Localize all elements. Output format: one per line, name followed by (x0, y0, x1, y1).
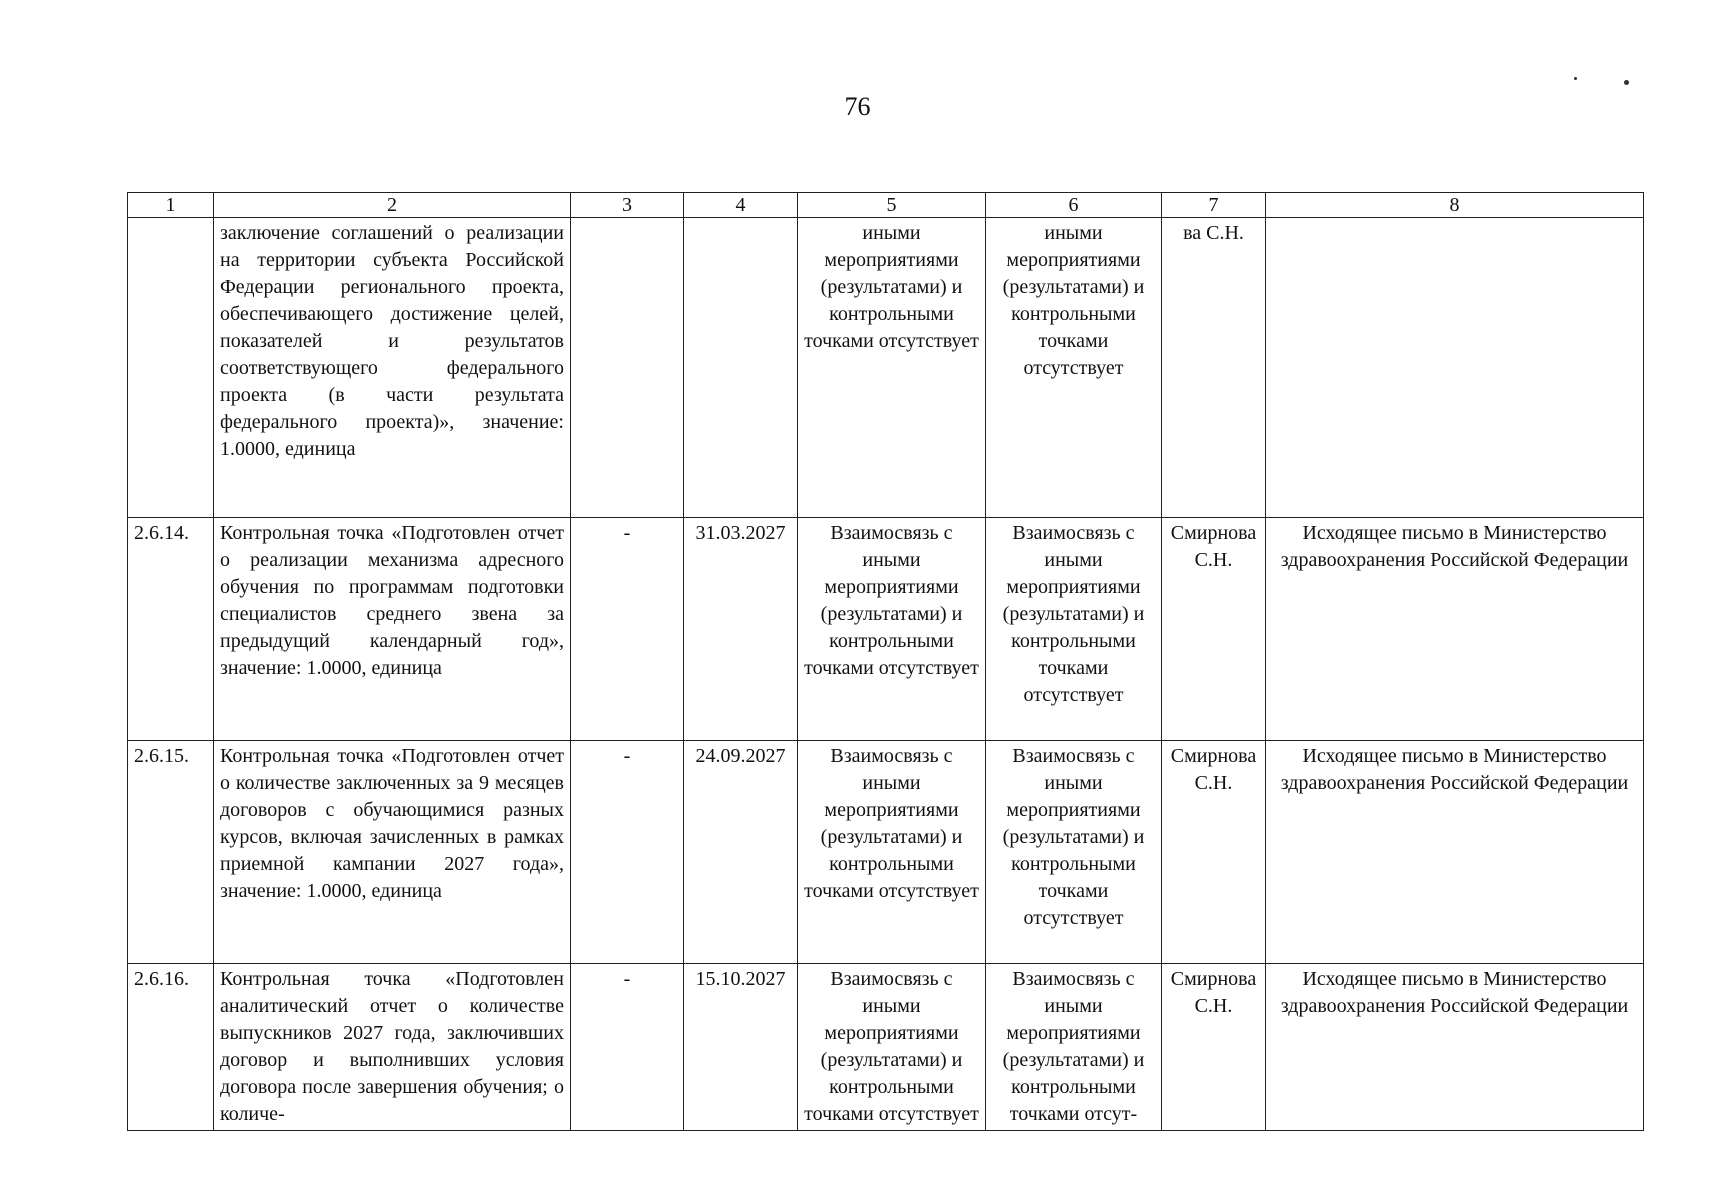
row-responsible: Смирнова С.Н. (1162, 741, 1266, 964)
table-row (128, 964, 1644, 1131)
row-link-points: Взаимосвязь с иными мероприятиями (результатами) и контрольными точками отсут- (986, 964, 1162, 1131)
column-number: 2 (214, 193, 571, 218)
table-row (128, 218, 1644, 518)
column-number: 3 (571, 193, 684, 218)
column-number: 5 (798, 193, 986, 218)
scan-speck (1574, 77, 1577, 80)
column-number: 6 (986, 193, 1162, 218)
column-number-row (128, 193, 1644, 218)
row-document: Исходящее письмо в Министерство здравоохранения Российской Федерации (1266, 518, 1644, 741)
column-number: 1 (128, 193, 214, 218)
row-end-date (684, 218, 798, 518)
row-responsible: ва С.Н. (1162, 218, 1266, 518)
row-document: Исходящее письмо в Министерство здравоохранения Российской Федерации (1266, 964, 1644, 1131)
row-number (128, 218, 214, 518)
table-row (128, 741, 1644, 964)
row-number: 2.6.16. (128, 964, 214, 1131)
row-link-results: Взаимосвязь с иными мероприятиями (результатами) и контрольными точками отсутствует (798, 518, 986, 741)
scan-speck (1624, 80, 1629, 85)
row-number: 2.6.14. (128, 518, 214, 741)
row-start-date (571, 218, 684, 518)
column-number: 7 (1162, 193, 1266, 218)
column-number: 4 (684, 193, 798, 218)
row-link-results: Взаимосвязь с иными мероприятиями (результатами) и контрольными точками отсутствует (798, 964, 986, 1131)
row-name: Контрольная точка «Подготовлен отчет о реализации механизма адресного обучения по программам подготовки специалистов среднего звена за предыдущий календарный год», значение: 1.0000, единица (214, 518, 571, 741)
row-link-results: Взаимосвязь с иными мероприятиями (результатами) и контрольными точками отсутствует (798, 741, 986, 964)
row-number: 2.6.15. (128, 741, 214, 964)
row-start-date: - (571, 964, 684, 1131)
row-link-points: иными мероприятиями (результатами) и контрольными точками отсутствует (986, 218, 1162, 518)
table-row (128, 518, 1644, 741)
row-responsible: Смирнова С.Н. (1162, 964, 1266, 1131)
page-number: 76 (844, 92, 871, 121)
row-end-date: 15.10.2027 (684, 964, 798, 1131)
row-end-date: 24.09.2027 (684, 741, 798, 964)
row-end-date: 31.03.2027 (684, 518, 798, 741)
row-name: Контрольная точка «Подготовлен аналитический отчет о количестве выпускников 2027 года, заключивших договор и выполнивших условия договора после завершения обучения; о количе- (214, 964, 571, 1131)
row-start-date: - (571, 741, 684, 964)
row-document: Исходящее письмо в Министерство здравоохранения Российской Федерации (1266, 741, 1644, 964)
row-link-points: Взаимосвязь с иными мероприятиями (результатами) и контрольными точками отсутствует (986, 741, 1162, 964)
row-document (1266, 218, 1644, 518)
row-link-points: Взаимосвязь с иными мероприятиями (результатами) и контрольными точками отсутствует (986, 518, 1162, 741)
row-responsible: Смирнова С.Н. (1162, 518, 1266, 741)
plan-table (127, 192, 1644, 1131)
row-link-results: иными мероприятиями (результатами) и контрольными точками отсутствует (798, 218, 986, 518)
row-name: заключение соглашений о реализации на территории субъекта Российской Федерации регионального проекта, обеспечивающего достижение целей, показателей и результатов соответствующего федерального проекта (в части результата федерального проекта)», значение: 1.0000, единица (214, 218, 571, 518)
column-number: 8 (1266, 193, 1644, 218)
row-start-date: - (571, 518, 684, 741)
row-name: Контрольная точка «Подготовлен отчет о количестве заключенных за 9 месяцев договоров с обучающимися разных курсов, включая зачисленных в рамках приемной кампании 2027 года», значение: 1.0000, единица (214, 741, 571, 964)
